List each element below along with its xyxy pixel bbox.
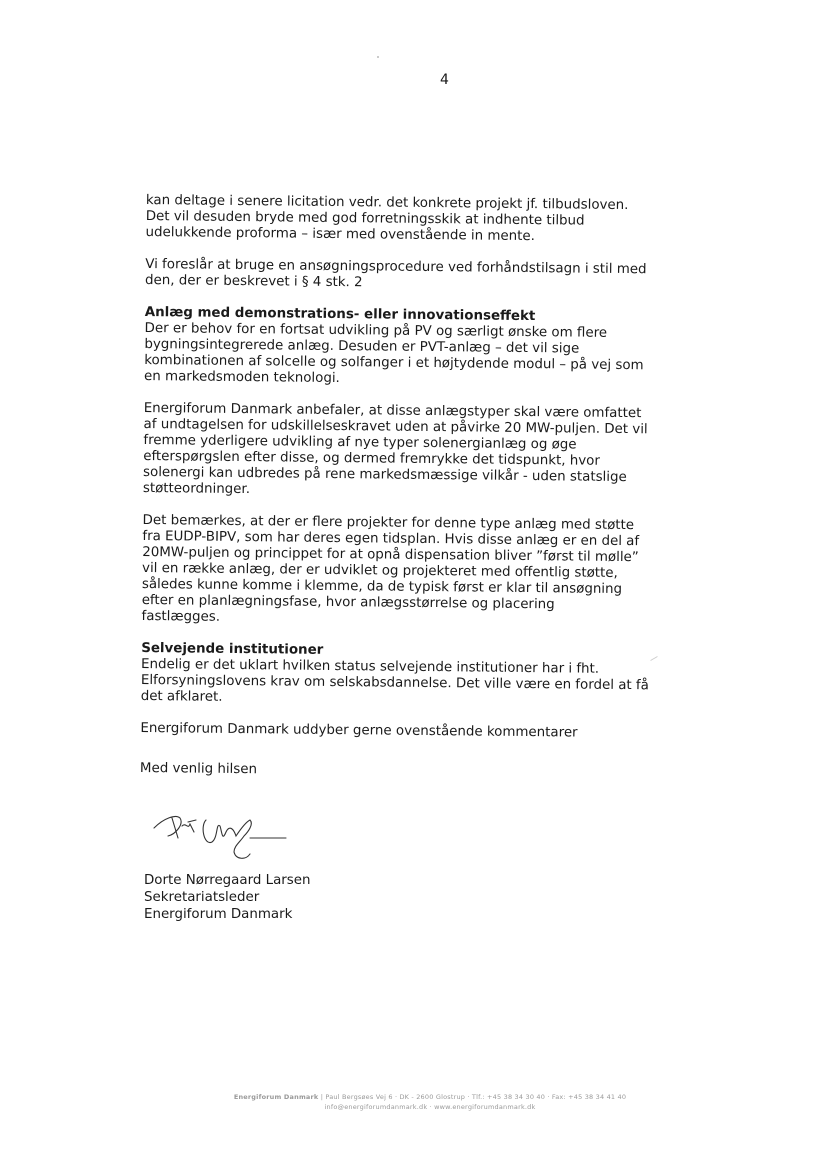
letter-body xyxy=(140,193,666,798)
handwritten-signature xyxy=(150,802,290,872)
paragraph-procedure: Vi foreslår at bruge en ansøgningsprocedure ved forhåndstilsagn i stil med den, der er beskrevet i § 4 stk. 2 xyxy=(145,256,647,291)
signatory-name: Dorte Nørregaard Larsen xyxy=(144,873,311,888)
signature-block xyxy=(144,872,311,923)
paragraph-recommendation: Energiforum Danmark anbefaler, at disse anlægstyper skal være omfattet af undtagelsen for udskillelseskravet uden at påvirke 20 MW-puljen. Det vil fremme yderligere udvikling af nye typer solenergianlæg og øge efterspørgslen efter disse, og dermed fremrykke det tidspunkt, hvor solenergi kan udbredes på rene markedsmæssige vilkår - uden statslige støtteordninger. xyxy=(142,400,648,498)
footer-contact: info@energiforumdanmark.dk · www.energiforumdanmark.dk xyxy=(324,1103,536,1111)
footer-address: | Paul Bergsøes Vej 6 · DK - 2600 Glostrup · Tlf.: +45 38 34 30 40 · Fax: +45 38 34 41 40 xyxy=(320,1093,627,1101)
signatory-title: Sekretariatsleder xyxy=(144,890,260,905)
letterhead-footer xyxy=(0,1092,828,1112)
paragraph-comments: Energiforum Danmark uddyber gerne ovenstående kommentarer xyxy=(140,720,578,741)
heading-demonstration: Anlæg med demonstrations- eller innovationseffekt xyxy=(144,304,536,325)
paragraph-pv-development: Der er behov for en fortsat udvikling på PV og særligt ønske om flere bygningsintegrerede anlæg. Desuden er PVT-anlæg – det vil sige kombinationen af solcelle og solfanger i et højtydende modul – på vej som en markedsmoden teknologi. xyxy=(143,320,644,387)
scan-speck xyxy=(377,56,379,58)
paragraph-tender: kan deltage i senere licitation vedr. det konkrete projekt jf. tilbudsloven. Det vil desuden bryde med god forretningsskik at indhente tilbud udelukkende proforma – især med ovenstående in mente. xyxy=(145,193,629,245)
closing-greeting: Med venlig hilsen xyxy=(139,760,258,778)
paragraph-eudp: Det bemærkes, at der er flere projekter for denne type anlæg med støtte fra EUDP-BIPV, som har deres egen tidsplan. Hvis disse anlæg er en del af 20MW-puljen og princippet for at opnå dispensation bliver ”først til mølle” vil en række anlæg, der er udviklet og projekteret med offentlig støtte, således kunne komme i klemme, da de typisk først er klar til ansøgning efter en planlægningsfase, hvor anlægsstørrelse og placering fastlægges. xyxy=(141,512,640,625)
footer-org: Energiforum Danmark xyxy=(233,1093,319,1101)
paragraph-institutions: Endelig er det uklart hvilken status selvejende institutioner har i fht. Elforsyningslovens krav om selskabsdannelse. Det ville være en fordel at få det afklaret. xyxy=(140,656,649,705)
page-number: 4 xyxy=(440,72,449,88)
heading-institutions: Selvejende institutioner xyxy=(141,640,324,658)
signatory-organization: Energiforum Danmark xyxy=(144,907,293,922)
